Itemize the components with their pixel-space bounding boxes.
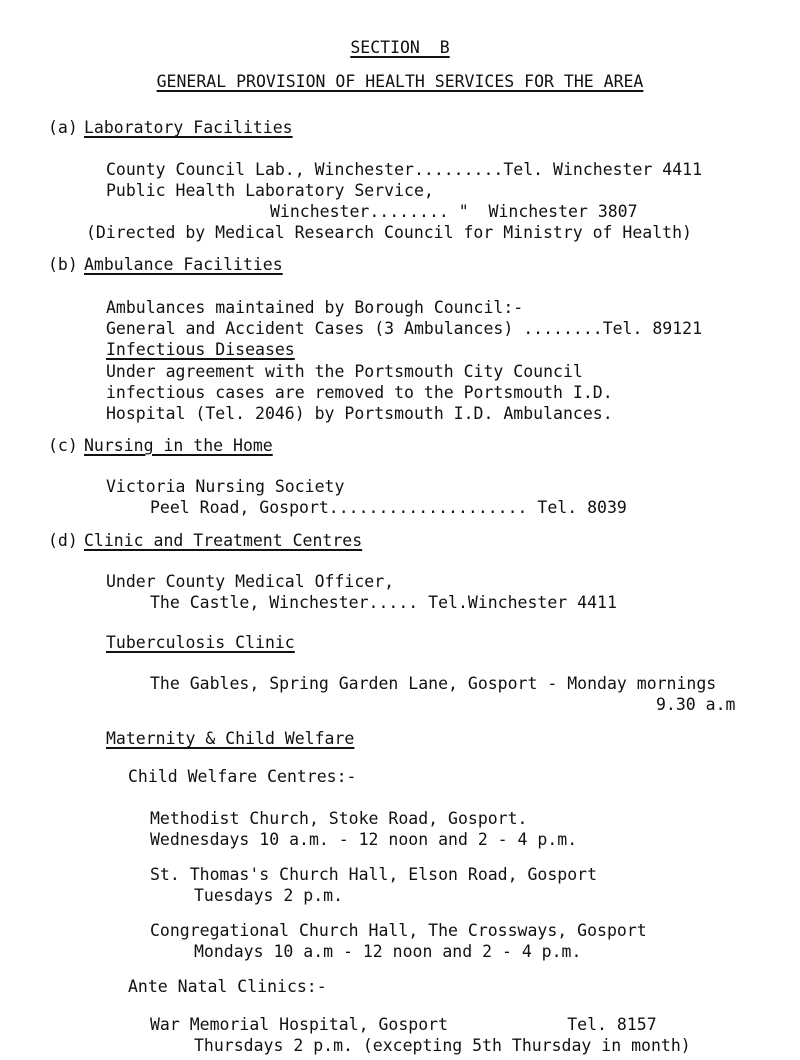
lab-line: Public Health Laboratory Service, xyxy=(106,181,434,200)
centre-line: Congregational Church Hall, The Crossways, Gosport xyxy=(150,921,647,940)
nursing-line: Victoria Nursing Society xyxy=(106,477,345,496)
centre-line: Methodist Church, Stoke Road, Gosport. xyxy=(150,809,528,828)
maternity-heading: Maternity & Child Welfare xyxy=(106,729,355,748)
clinic-line: The Castle, Winchester..... Tel.Winchester 4411 xyxy=(150,593,617,612)
clinic-line: Under County Medical Officer, xyxy=(106,572,395,591)
ante-natal-line: War Memorial Hospital, Gosport Tel. 8157 xyxy=(150,1015,657,1034)
ante-natal-label: Ante Natal Clinics:- xyxy=(128,977,327,996)
nursing-line: Peel Road, Gosport.................... Tel. 8039 xyxy=(150,498,627,517)
centre-line: Tuesdays 2 p.m. xyxy=(194,886,344,905)
infectious-line: infectious cases are removed to the Portsmouth I.D. xyxy=(106,383,613,402)
ambulance-line: Ambulances maintained by Borough Council:- xyxy=(106,298,524,317)
section-b-marker: (b) xyxy=(48,255,78,274)
section-title: SECTION B xyxy=(350,38,450,57)
section-b-heading: Ambulance Facilities xyxy=(84,255,283,274)
infectious-line: Hospital (Tel. 2046) by Portsmouth I.D. Ambulances. xyxy=(106,404,613,423)
lab-line: Winchester........ " Winchester 3807 xyxy=(270,202,638,221)
child-welfare-label: Child Welfare Centres:- xyxy=(128,767,357,786)
section-a-heading: Laboratory Facilities xyxy=(84,118,293,137)
infectious-line: Under agreement with the Portsmouth City Council xyxy=(106,362,583,381)
infectious-diseases-heading: Infectious Diseases xyxy=(106,340,295,359)
section-d-marker: (d) xyxy=(48,531,78,550)
section-d-heading: Clinic and Treatment Centres xyxy=(84,531,363,550)
tuberculosis-heading: Tuberculosis Clinic xyxy=(106,633,295,652)
centre-line: Wednesdays 10 a.m. - 12 noon and 2 - 4 p.m. xyxy=(150,830,578,849)
lab-line: County Council Lab., Winchester.........Tel. Winchester 4411 xyxy=(106,160,703,179)
centre-line: Mondays 10 a.m - 12 noon and 2 - 4 p.m. xyxy=(194,942,582,961)
tuberculosis-line: 9.30 a.m xyxy=(656,695,736,714)
ambulance-line: General and Accident Cases (3 Ambulances) ........Tel. 89121 xyxy=(106,319,703,338)
lab-line: (Directed by Medical Research Council for Ministry of Health) xyxy=(86,223,692,242)
page-heading: GENERAL PROVISION OF HEALTH SERVICES FOR THE AREA xyxy=(156,72,644,91)
tuberculosis-line: The Gables, Spring Garden Lane, Gosport - Monday mornings xyxy=(150,674,717,693)
ante-natal-line: Thursdays 2 p.m. (excepting 5th Thursday in month) xyxy=(194,1036,691,1055)
section-a-marker: (a) xyxy=(48,118,78,137)
section-c-heading: Nursing in the Home xyxy=(84,436,273,455)
centre-line: St. Thomas's Church Hall, Elson Road, Gosport xyxy=(150,865,598,884)
section-c-marker: (c) xyxy=(48,436,78,455)
